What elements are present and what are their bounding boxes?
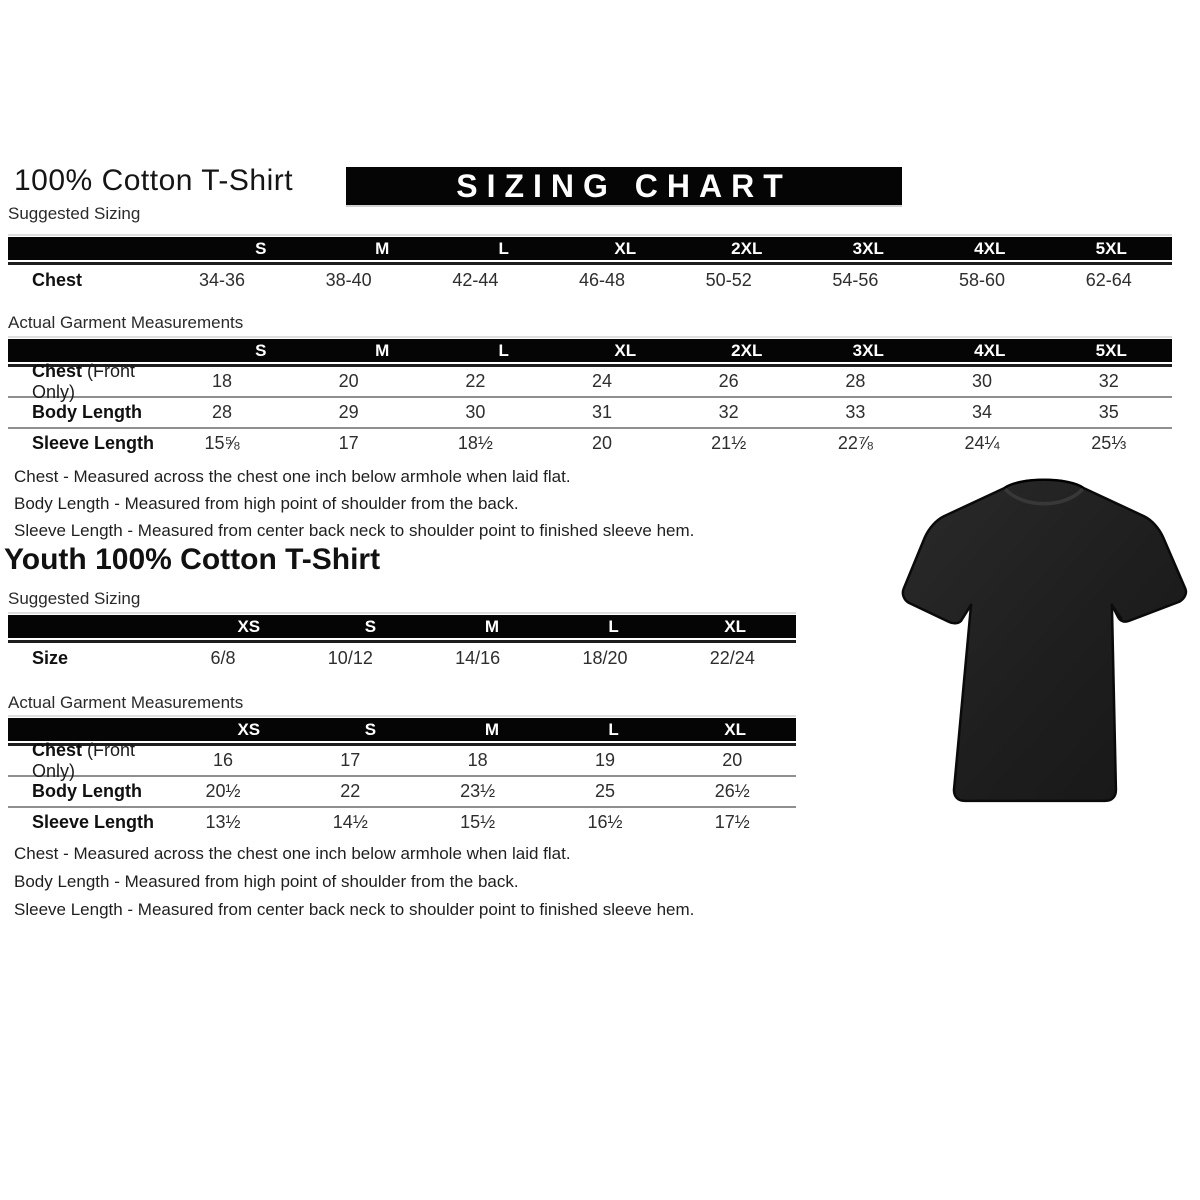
note-sleeve-length: Sleeve Length - Measured from center back neck to shoulder point to finished sleeve hem. [14,900,695,919]
table-cell: 20½ [205,781,241,801]
table-top-rule [8,234,1172,236]
column-header: M [484,617,500,636]
table-cell: 25 [594,781,615,801]
row-label: Sleeve Length [32,433,155,453]
table-cell: 50-52 [705,270,752,290]
column-header: S [364,617,377,636]
table-cell: 14/16 [455,648,501,668]
table-cell: 16 [212,750,233,770]
table-cell: 35 [1098,402,1119,422]
adult-suggested-label: Suggested Sizing [8,204,141,223]
table-cell: 25⅓ [1091,433,1127,453]
youth-actual-label: Actual Garment Measurements [8,693,244,712]
column-header: 5XL [1095,239,1127,258]
row-label-text: Chest [32,739,83,760]
table-cell: 26½ [714,781,750,801]
note-sleeve-length: Sleeve Length - Measured from center back neck to shoulder point to finished sleeve hem. [14,521,695,540]
table-cell: 17 [340,750,361,770]
column-header: 4XL [974,239,1006,258]
table-cell: 18 [211,371,233,391]
column-header: XL [614,341,637,360]
table-cell: 22 [340,781,361,801]
table-cell: 33 [845,402,866,422]
table-cell: 20 [592,433,613,453]
column-header: 5XL [1095,341,1127,360]
column-header: L [498,239,509,258]
column-header: L [498,341,509,360]
table-cell: 32 [718,402,739,422]
row-label-suffix: (Front Only) [32,360,136,402]
table-cell: 62-64 [1085,270,1132,290]
column-header: S [255,341,267,360]
sizing-chart-banner: SIZING CHART [346,167,902,205]
table-cell: 21½ [711,433,747,453]
column-header: XL [724,720,747,739]
table-cell: 13½ [205,812,241,832]
table-top-rule [8,715,796,717]
table-cell: 38-40 [325,270,372,290]
table-cell: 6/8 [210,648,236,668]
adult-actual-table [8,336,1172,458]
row-label-suffix: (Front Only) [32,739,136,781]
table-cell: 17 [338,433,359,453]
youth-suggested-table [8,612,796,674]
note-chest: Chest - Measured across the chest one inch below armhole when laid flat. [14,467,571,486]
adult-suggested-table [8,234,1172,296]
youth-title: Youth 100% Cotton T-Shirt [4,543,381,576]
tshirt-image [890,472,1198,814]
table-cell: 14½ [332,812,368,832]
table-row [8,643,796,674]
column-header: M [375,341,390,360]
column-header: M [484,720,500,739]
table-cell: 10/12 [327,648,373,668]
column-header: L [608,720,619,739]
table-cell: 15½ [460,812,496,832]
adult-measurement-notes [14,463,694,544]
table-cell: 19 [594,750,615,770]
table-cell: 15⅝ [204,433,240,453]
table-cell: 18 [467,750,488,770]
row-label: Body Length [32,402,142,422]
row-label-text: Chest [32,360,83,381]
column-header: 2XL [731,239,763,258]
table-row [8,265,1172,296]
table-cell: 22/24 [709,648,755,668]
table-cell: 34-36 [198,270,246,290]
column-header: S [255,239,267,258]
column-header: XL [724,617,747,636]
table-cell: 28 [845,371,866,391]
row-label: Body Length [32,781,142,801]
table-cell: 16½ [587,812,623,832]
table-cell: 31 [592,402,613,422]
page-title: 100% Cotton T-Shirt [14,164,294,197]
table-cell: 30 [972,371,993,391]
table-cell: 17½ [714,812,750,832]
note-chest: Chest - Measured across the chest one inch below armhole when laid flat. [14,844,571,863]
youth-actual-table [8,715,796,837]
table-cell: 22 [465,371,486,391]
table-cell: 58-60 [959,270,1006,290]
table-header-row [8,718,796,741]
table-cell: 22⅞ [837,433,873,453]
table-cell: 54-56 [832,270,879,290]
table-cell: 26 [718,371,739,391]
table-cell: 42-44 [452,270,499,290]
column-header: S [364,720,377,739]
table-header-row [8,615,796,638]
table-cell: 29 [338,402,359,422]
column-header: XS [237,720,261,739]
table-row [8,360,1172,402]
column-header: M [375,239,390,258]
column-header: XL [614,239,637,258]
table-top-rule [8,336,1172,338]
youth-measurement-notes [14,840,694,924]
column-header: 2XL [731,341,763,360]
adult-actual-label: Actual Garment Measurements [8,313,244,332]
table-cell: 20 [722,750,743,770]
row-label: Sleeve Length [32,812,155,832]
table-cell: 32 [1098,371,1119,391]
table-cell: 24¼ [964,433,1000,453]
table-cell: 46-48 [579,270,626,290]
table-row [8,806,796,837]
tshirt-body [903,480,1186,801]
table-row [8,427,1172,458]
column-header: 4XL [974,341,1006,360]
table-cell: 18/20 [582,648,628,668]
note-body-length: Body Length - Measured from high point of shoulder from the back. [14,872,519,891]
table-top-rule [8,612,796,614]
table-header-row [8,339,1172,362]
row-label: Size [32,648,69,668]
youth-suggested-label: Suggested Sizing [8,589,141,608]
table-cell: 23½ [460,781,496,801]
row-label [8,361,159,403]
table-cell: 28 [211,402,233,422]
table-header-row [8,237,1172,260]
note-body-length: Body Length - Measured from high point of shoulder from the back. [14,494,519,513]
table-cell: 20 [338,371,359,391]
column-header: XS [237,617,261,636]
table-cell: 34 [972,402,993,422]
table-cell: 18½ [457,433,493,453]
table-cell: 24 [592,371,613,391]
table-cell: 30 [465,402,486,422]
column-header: L [608,617,619,636]
column-header: 3XL [852,341,884,360]
row-label [8,740,159,782]
table-row [8,739,796,781]
column-header: 3XL [852,239,884,258]
row-label: Chest [32,270,83,290]
table-row [8,396,1172,427]
